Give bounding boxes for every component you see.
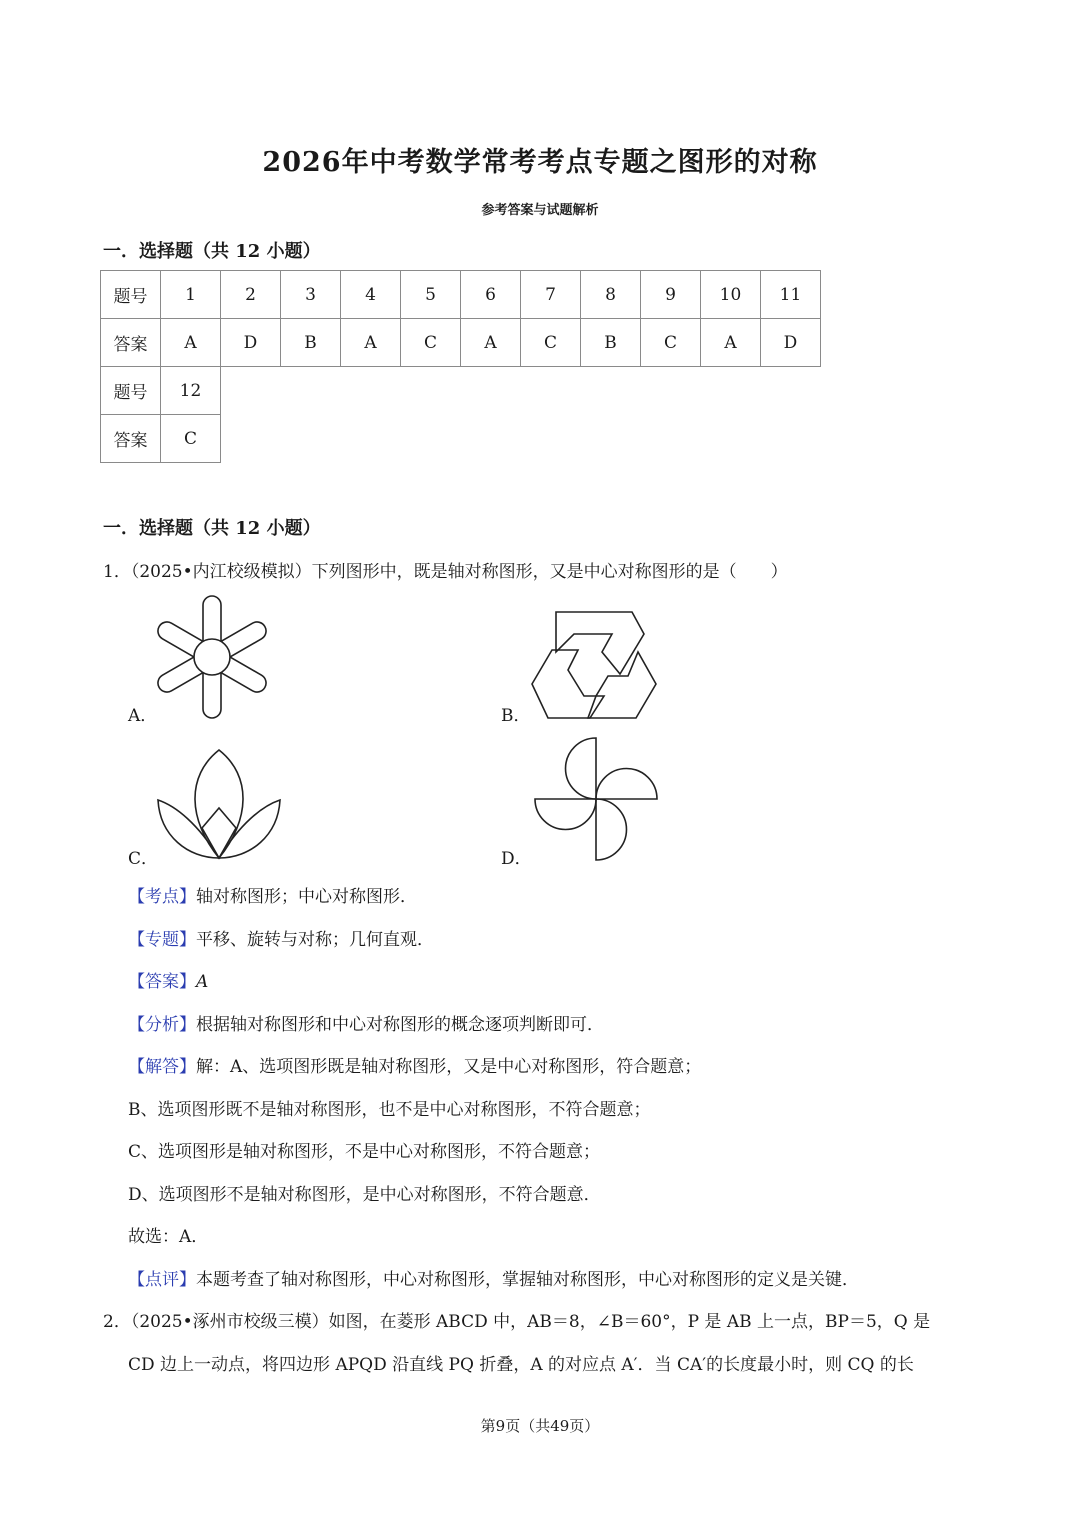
question-2-line-2: CD 边上一动点，将四边形 APQD 沿直线 PQ 折叠，A 的对应点 A′．当 CA′的长度最小时，则 CQ 的长 [128,1355,914,1375]
answer-table-2 [100,366,221,463]
question-number-cell: 5 [401,271,461,319]
pinwheel-figure [535,738,657,860]
table-row [101,367,221,415]
fenxi-line [128,1010,604,1035]
answer-cell: A [461,319,521,367]
question-number-cell: 4 [341,271,401,319]
triangular-arrows-figure [532,612,656,718]
questions-section-heading: 一．选择题（共 12 小题） [103,518,321,539]
arrow-piece [588,652,656,718]
jieda-line [128,1052,701,1077]
answer-cell: A [341,319,401,367]
blade [566,738,596,799]
option-a-label: A． [128,706,158,726]
arrow-piece [532,650,604,718]
question-number-cell: 10 [701,271,761,319]
answer-section-heading: 一．选择题（共 12 小题） [103,241,321,262]
kaodian-line [128,882,417,907]
answer-cell: A [701,319,761,367]
dianping-tag: 【点评】 [128,1270,196,1290]
blade [535,799,596,829]
answer-cell: C [401,319,461,367]
blade [596,769,657,799]
blade [596,799,626,860]
inner-petal [202,828,236,858]
answer-cell: C [641,319,701,367]
answer-cell: D [761,319,821,367]
question-1-stem: 1．（2025•内江校级模拟）下列图形中，既是轴对称图形，又是中心对称图形的是（ ） [103,562,788,582]
table-row [101,415,221,463]
table-row [101,319,821,367]
fenxi-tag: 【分析】 [128,1015,196,1035]
document-title: 2026年中考数学常考考点专题之图形的对称 [262,147,818,178]
zhuanti-line [128,925,434,950]
answer-cell: D [221,319,281,367]
fenxi-text: 根据轴对称图形和中心对称图形的概念逐项判断即可． [196,1015,604,1035]
answer-cell: B [281,319,341,367]
petal [219,800,280,858]
kaodian-tag: 【考点】 [128,887,196,907]
inner-petal [202,808,236,828]
question-number-cell: 9 [641,271,701,319]
petal [158,800,219,858]
question-number-cell: 11 [761,271,821,319]
arrow-piece [556,612,644,674]
option-b-label: B． [501,706,531,726]
guxuan-line: 故选：A． [128,1227,209,1247]
option-d-label: D． [501,849,532,869]
jieda-text: 解：A、选项图形既是轴对称图形，又是中心对称图形，符合题意； [196,1057,702,1077]
question-number-cell: 6 [461,271,521,319]
zhuanti-text: 平移、旋转与对称；几何直观． [196,930,434,950]
daan-tag: 【答案】 [128,972,196,992]
flower-figure [158,596,268,718]
page-number: 第9页（共49页） [480,1417,600,1435]
daan-text: A [196,972,209,992]
solution-line-d: D、选项图形不是轴对称图形，是中心对称图形，不符合题意． [128,1185,601,1205]
document-subtitle: 参考答案与试题解析 [481,203,599,218]
question-number-cell: 3 [281,271,341,319]
answer-cell: C [161,415,221,463]
question-2-line-1: 2．（2025•涿州市校级三模）如图，在菱形 ABCD 中，AB＝8，∠B＝60°，P 是 AB 上一点，BP＝5，Q 是 [103,1312,931,1332]
row-label-question: 题号 [101,271,161,319]
lotus-figure [158,750,280,860]
flower-center [194,639,230,675]
row-label-answer: 答案 [101,319,161,367]
dianping-text: 本题考查了轴对称图形，中心对称图形，掌握轴对称图形，中心对称图形的定义是关键． [196,1270,859,1290]
dianping-line [128,1265,859,1290]
answer-table-1 [100,270,821,367]
answer-cell: B [581,319,641,367]
question-number-cell: 2 [221,271,281,319]
question-number-cell: 7 [521,271,581,319]
answer-cell: C [521,319,581,367]
solution-line-b: B、选项图形既不是轴对称图形，也不是中心对称图形，不符合题意； [128,1100,651,1120]
question-number-cell: 8 [581,271,641,319]
question-number-cell: 12 [161,367,221,415]
row-label-answer: 答案 [101,415,161,463]
petal [195,750,243,858]
question-number-cell: 1 [161,271,221,319]
daan-line [128,967,208,992]
option-c-label: C． [128,849,159,869]
table-row [101,271,821,319]
zhuanti-tag: 【专题】 [128,930,196,950]
row-label-question: 题号 [101,367,161,415]
answer-cell: A [161,319,221,367]
kaodian-text: 轴对称图形；中心对称图形． [196,887,417,907]
jieda-tag: 【解答】 [128,1057,196,1077]
solution-line-c: C、选项图形是轴对称图形，不是中心对称图形，不符合题意； [128,1142,601,1162]
